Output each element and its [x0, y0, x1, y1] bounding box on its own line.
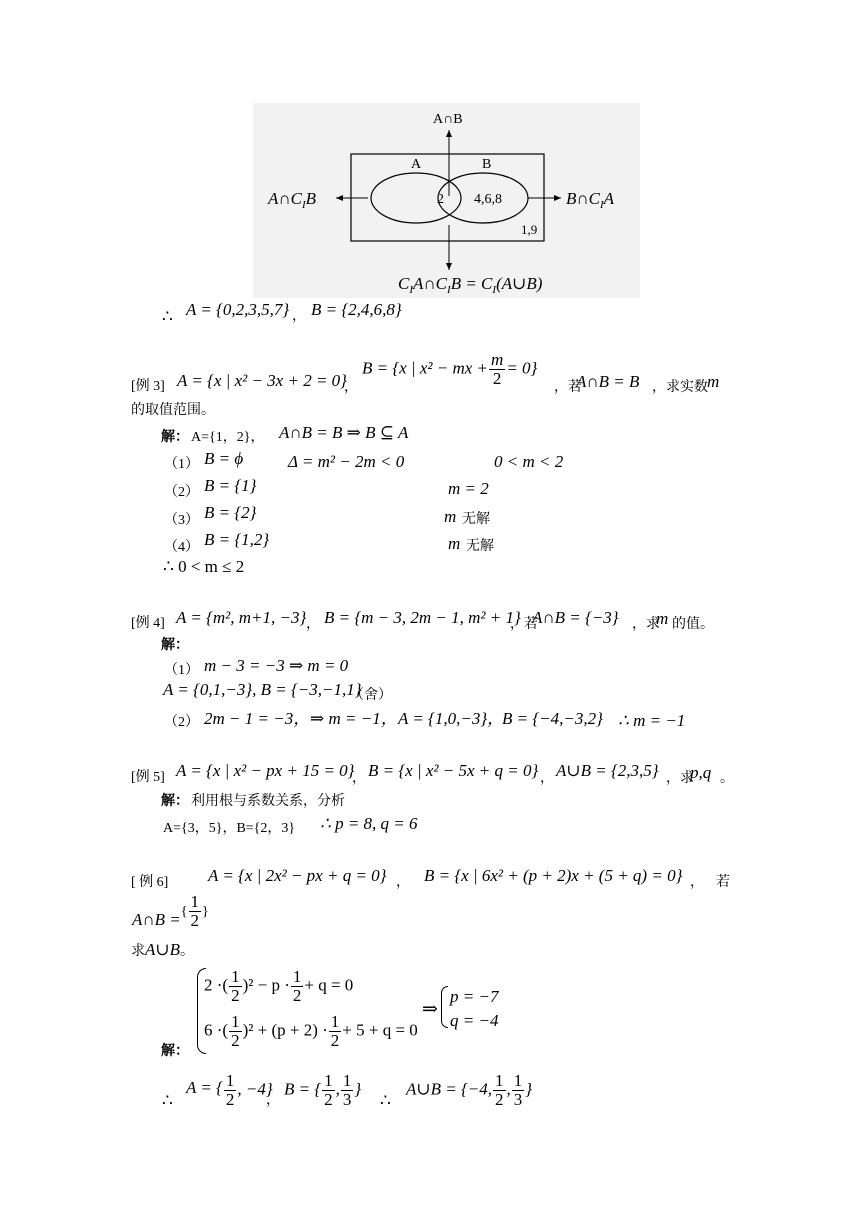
ex4-set-a: A = {m², m+1, −3}: [176, 608, 307, 627]
ex4-sep: ，: [306, 617, 320, 632]
ex6-if: 若: [716, 875, 730, 890]
ex5-sep1: ，: [352, 771, 366, 786]
ex3-case1-delta: Δ = m² − 2m < 0: [288, 452, 405, 471]
ex4-set-b: B = {m − 3, 2m − 1, m² + 1}: [324, 608, 521, 627]
ex3-sol-implication: A∩B = B ⇒ B ⊆ A: [279, 423, 409, 442]
ex4-case2-imp: ⇒ m = −1，: [310, 709, 398, 728]
ex4-case2-set-b: B = {−4,−3,2}: [502, 709, 603, 728]
ex4-case2-eq: 2m − 1 = −3，: [204, 709, 311, 728]
ex3-ask: ，求实数: [652, 380, 708, 395]
ex6-result-a: A = { $\frac{1}{2}$ , −4}: [186, 1071, 273, 1109]
venn-set-b-label: B: [482, 157, 492, 172]
venn-right-label: $B\cap C_IA$: [566, 189, 615, 211]
ex4-case1: m − 3 = −3 ⇒ m = 0: [204, 656, 349, 675]
ex6-sep1: ，: [396, 875, 410, 890]
ex3-case4-result: 无解: [466, 539, 494, 554]
ex3-sol-a: A={1，2}，: [191, 430, 265, 445]
ex6-equation-2: 6 ·( $\frac{1}{2}$ )² + (p + 2) · $\frac{1}{2}$ + 5 + q = 0: [204, 1012, 418, 1050]
venn-diagram: [0, 0, 860, 300]
venn-left-label: $A\cap C_IB$: [268, 189, 317, 211]
venn-bottom-label: $C_IA\cap C_IB$ = $C_I(A\cup B)$: [398, 274, 543, 296]
set-a-result: A = {0,2,3,5,7}: [186, 300, 290, 319]
ex4-condition: A∩B = {−3}: [532, 608, 619, 627]
ex5-var: p,q: [690, 763, 712, 782]
ex5-set-b: B = {x | x² − 5x + q = 0}: [368, 761, 539, 780]
ex6-set-a: A = {x | 2x² − px + q = 0}: [208, 866, 387, 885]
ex4-ask: ，求: [632, 617, 660, 632]
ex4-ask2: 的值。: [672, 617, 714, 632]
ex4-case2-set-a: A = {1,0,−3}，: [398, 709, 505, 728]
ex6-result-brace: [441, 986, 448, 1028]
ex6-result-union: A∪B = {−4, $\frac{1}{2}$ , $\frac{1}{3}$ }: [406, 1071, 533, 1109]
ex5-end: 。: [720, 771, 734, 786]
ex3-case2-result: m = 2: [448, 479, 489, 498]
ex6-therefore-2: ∴: [380, 1091, 391, 1110]
ex3-case3-result: 无解: [462, 512, 490, 527]
ex5-ask: ，求: [666, 771, 694, 786]
ex3-case4-tag: （4）: [164, 540, 199, 555]
ex5-solution-label: 解：: [161, 794, 189, 809]
ex5-sol-result: ∴ p = 8, q = 6: [320, 814, 418, 833]
example-5-tag: [例 5]: [131, 770, 165, 785]
ex6-solution-label: 解：: [161, 1044, 189, 1059]
set-b-result: B = {2,4,6,8}: [311, 300, 402, 319]
ex3-final: ∴ 0 < m ≤ 2: [163, 557, 245, 576]
ex5-sol-sets: A={3，5}，B={2，3}: [163, 821, 296, 836]
ex4-case2-tag: （2）: [164, 715, 199, 730]
example-4-tag: [例 4]: [131, 616, 165, 631]
ex4-var: m: [656, 609, 669, 628]
ex3-set-b: B = {x | x² − mx + $\frac{m}{2}$ = 0}: [362, 350, 538, 388]
ex6-equation-1: 2 ·( $\frac{1}{2}$ )² − p · $\frac{1}{2}$ + q = 0: [204, 967, 354, 1005]
ex6-implies: ⇒: [422, 999, 438, 1020]
ex6-sep2: ，: [690, 875, 704, 890]
ex6-set-b: B = {x | 6x² + (p + 2)x + (5 + q) = 0}: [424, 866, 683, 885]
ex3-case1-set: B = ϕ: [204, 449, 244, 468]
ex4-case2-result: ∴ m = −1: [618, 711, 686, 730]
ex3-condition: A∩B = B: [576, 372, 640, 391]
ex3-sep: ，: [344, 380, 358, 395]
ex6-sep3: ，: [266, 1093, 280, 1108]
ex3-case4-set: B = {1,2}: [204, 530, 270, 549]
ex6-ask: 求A∪B。: [131, 940, 195, 959]
ex6-p-value: p = −7: [450, 987, 499, 1006]
ex3-case2-tag: （2）: [164, 485, 199, 500]
ex3-line2: 的取值范围。: [131, 403, 215, 418]
venn-top-label: A∩B: [433, 112, 463, 127]
venn-b-only-values: 4,6,8: [474, 192, 502, 207]
ex3-case4-var: m: [448, 534, 461, 553]
ex3-var: m: [707, 372, 720, 391]
venn-center-value: 2: [437, 192, 444, 207]
ex6-result-b: B = { $\frac{1}{2}$ , $\frac{1}{3}$ }: [284, 1071, 362, 1109]
ex4-case1-tag: （1）: [164, 663, 199, 678]
example-6-tag: [ 例 6]: [131, 875, 169, 890]
ex3-case2-set: B = {1}: [204, 476, 257, 495]
separator: ，: [292, 309, 306, 324]
therefore-symbol: ∴: [162, 307, 173, 326]
ex3-case3-tag: （3）: [164, 513, 199, 528]
ex3-solution-label: 解：: [161, 430, 189, 445]
ex4-solution-label: 解：: [161, 638, 189, 653]
ex3-cond-pre: ，若: [554, 380, 582, 395]
ex3-case3-set: B = {2}: [204, 503, 257, 522]
ex3-case1-result: 0 < m < 2: [494, 452, 564, 471]
ex6-condition: A∩B ={ $\frac{1}{2}$ }: [132, 892, 209, 930]
ex3-case3-var: m: [444, 507, 457, 526]
ex5-sep2: ，: [540, 771, 554, 786]
venn-outside-values: 1,9: [521, 222, 538, 237]
ex3-set-a: A = {x | x² − 3x + 2 = 0}: [177, 371, 347, 390]
ex6-therefore-1: ∴: [162, 1091, 173, 1110]
example-3-tag: [例 3]: [131, 379, 165, 394]
ex4-case1-note: （舍）: [350, 688, 392, 703]
ex4-cond-pre: ，若: [510, 617, 538, 632]
ex5-condition: A∪B = {2,3,5}: [556, 761, 659, 780]
ex3-case1-tag: （1）: [164, 457, 199, 472]
ex5-sol-text: 利用根与系数关系，分析: [191, 794, 345, 809]
ex6-q-value: q = −4: [450, 1011, 499, 1030]
ex5-set-a: A = {x | x² − px + 15 = 0}: [176, 761, 355, 780]
venn-set-a-label: A: [411, 157, 422, 172]
ex4-case1-sets: A = {0,1,−3}, B = {−3,−1,1}: [163, 680, 362, 699]
